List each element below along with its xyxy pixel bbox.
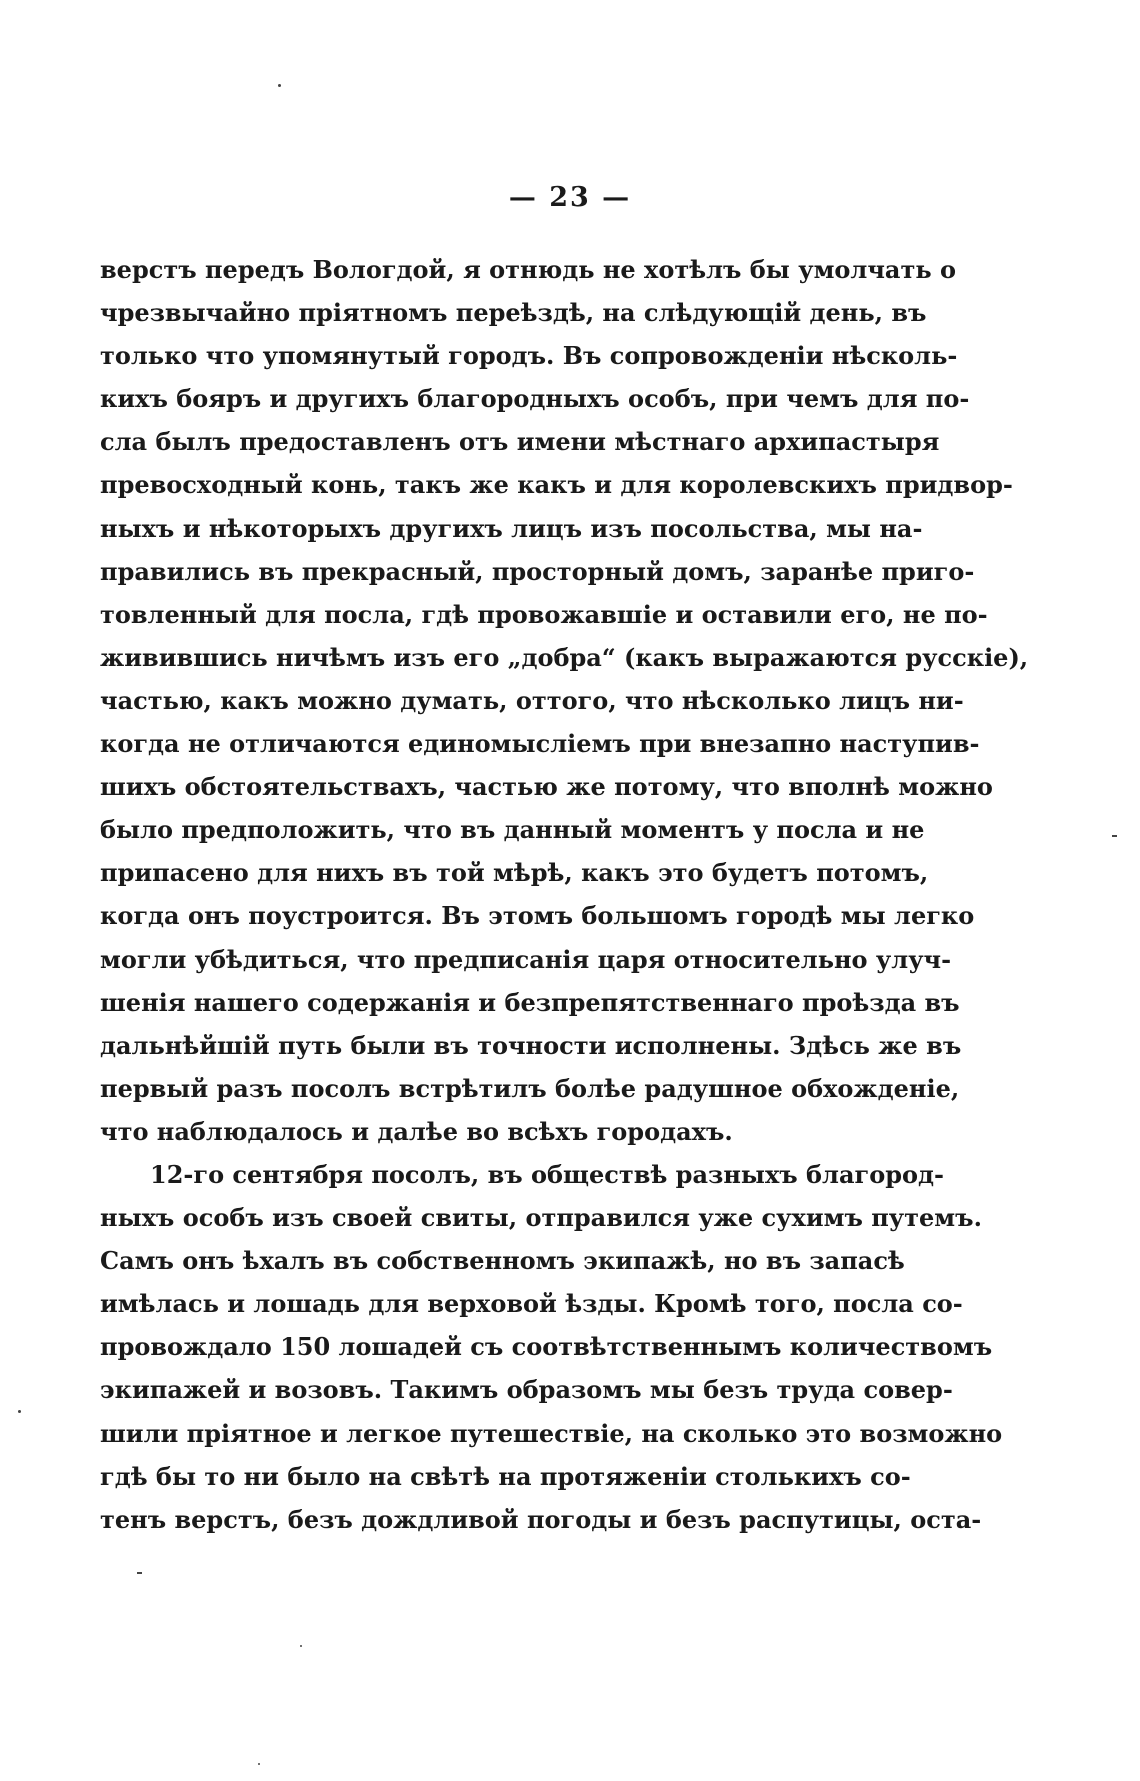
text-line: товленный для посла, гдѣ провожавшіе и оставили его, не по- (100, 599, 988, 629)
scan-speck (300, 1645, 302, 1647)
paragraph (100, 248, 1029, 1153)
text-line: чрезвычайно пріятномъ переѣздѣ, на слѣдующій день, въ (100, 298, 927, 328)
scan-speck (258, 1763, 260, 1765)
text-line: первый разъ посолъ встрѣтилъ болѣе радушное обхожденіе, (100, 1073, 960, 1103)
scan-speck (278, 84, 281, 87)
text-line: только что упомянутый городъ. Въ сопровожденіи нѣсколь- (100, 341, 958, 371)
text-line: 12-го сентября посолъ, въ обществѣ разныхъ благород- (150, 1159, 944, 1189)
text-line: Самъ онъ ѣхалъ въ собственномъ экипажѣ, но въ запасѣ (100, 1246, 905, 1276)
text-line: припасено для нихъ въ той мѣрѣ, какъ это будетъ потомъ, (100, 858, 929, 888)
text-line: шенія нашего содержанія и безпрепятственнаго проѣзда въ (100, 987, 960, 1017)
text-line: ныхъ особъ изъ своей свиты, отправился уже сухимъ путемъ. (100, 1203, 982, 1233)
page-number: — 23 — (508, 182, 632, 213)
text-line: дальнѣйшій путь были въ точности исполнены. Здѣсь же въ (100, 1030, 962, 1060)
text-line: шихъ обстоятельствахъ, частью же потому, что вполнѣ можно (100, 772, 993, 802)
text-line: провождало 150 лошадей съ соотвѣтственнымъ количествомъ (100, 1332, 993, 1362)
scan-speck (1112, 835, 1117, 837)
text-line: сла былъ предоставленъ отъ имени мѣстнаго архипастыря (100, 427, 940, 457)
text-line: тенъ верстъ, безъ дождливой погоды и безъ распутицы, оста- (100, 1504, 982, 1534)
text-line: превосходный конь, такъ же какъ и для королевскихъ придвор- (100, 470, 1013, 500)
text-line: живившись ничѣмъ изъ его „добра“ (какъ выражаются русскіе), (100, 642, 1029, 672)
text-line: частью, какъ можно думать, оттого, что нѣсколько лицъ ни- (100, 685, 964, 715)
text-line: имѣлась и лошадь для верховой ѣзды. Кромѣ того, посла со- (100, 1289, 963, 1319)
text-line: что наблюдалось и далѣе во всѣхъ городахъ. (100, 1116, 733, 1146)
text-line: шили пріятное и легкое путешествіе, на сколько это возможно (100, 1418, 1003, 1448)
text-line: когда не отличаются единомысліемъ при внезапно наступив- (100, 729, 980, 759)
text-line: ныхъ и нѣкоторыхъ другихъ лицъ изъ посольства, мы на- (100, 513, 923, 543)
text-line: кихъ бояръ и другихъ благородныхъ особъ, при чемъ для по- (100, 384, 970, 414)
text-line: гдѣ бы то ни было на свѣтѣ на протяженіи столькихъ со- (100, 1461, 911, 1491)
text-line: когда онъ поустроится. Въ этомъ большомъ городѣ мы легко (100, 901, 975, 931)
text-line: правились въ прекрасный, просторный домъ, заранѣе приго- (100, 556, 975, 586)
text-line: было предположить, что въ данный моментъ у посла и не (100, 815, 925, 845)
text-line: экипажей и возовъ. Такимъ образомъ мы безъ труда совер- (100, 1375, 953, 1405)
text-line: верстъ передъ Вологдой, я отнюдь не хотѣлъ бы умолчать о (100, 255, 956, 284)
body-text (100, 248, 1029, 1541)
text-line: могли убѣдиться, что предписанія царя относительно улуч- (100, 944, 952, 974)
scan-speck (137, 1572, 142, 1574)
paragraph (100, 1153, 1003, 1541)
scan-speck (18, 1410, 21, 1413)
